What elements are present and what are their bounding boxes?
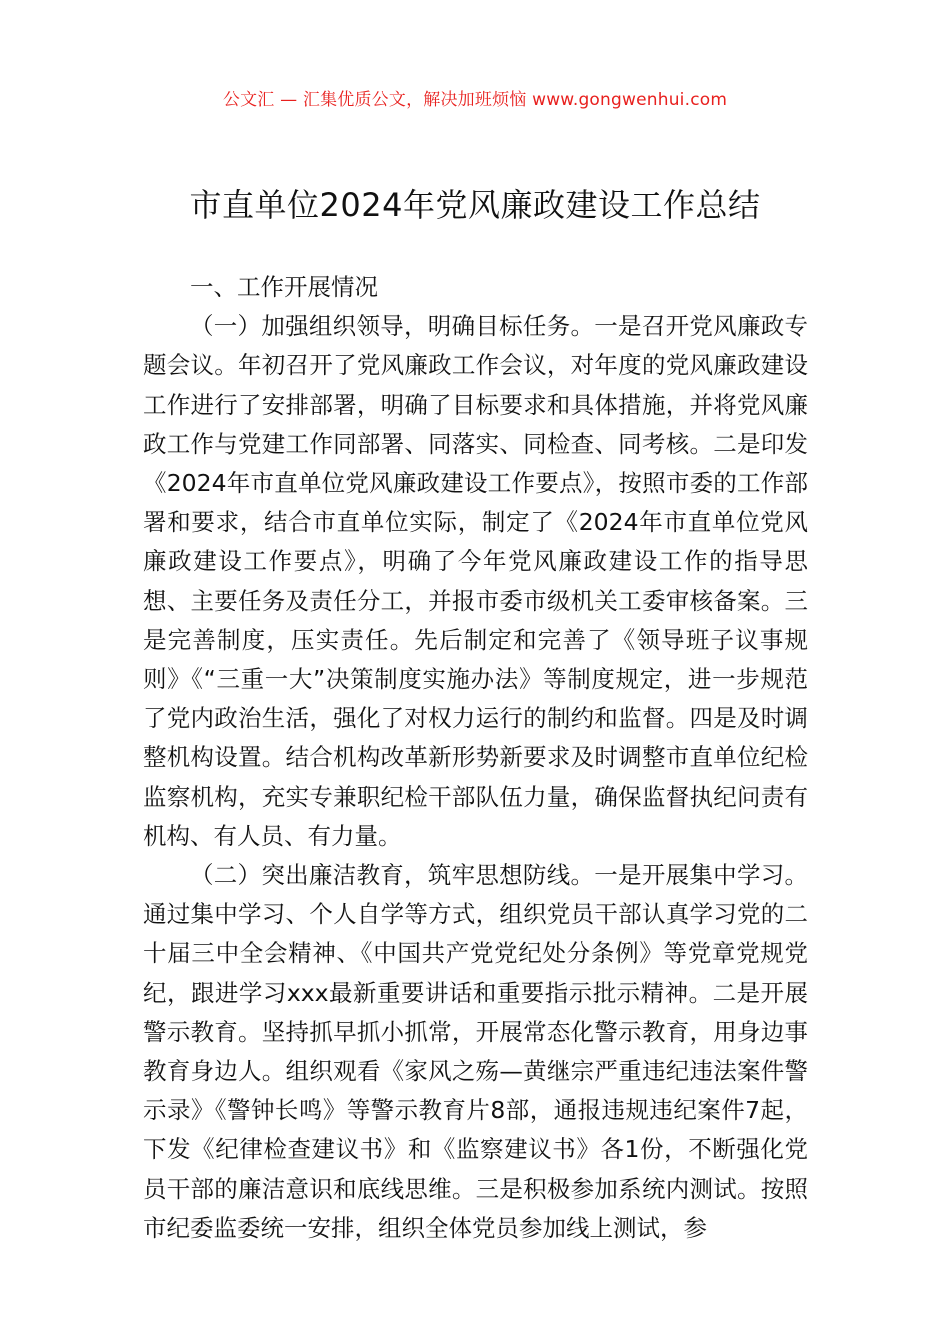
section-heading: 一、工作开展情况 [190, 273, 378, 301]
header-banner: 公文汇 — 汇集优质公文，解决加班烦恼 www.gongwenhui.com [222, 90, 728, 110]
paragraph: （二）突出廉洁教育，筑牢思想防线。一是开展集中学习。通过集中学习、个人自学等方式，组织党员干部认真学习党的二十届三中全会精神、《中国共产党党纪处分条例》等党章党规党纪，跟进学习xxx最新重要讲话和重要指示批示精神。二是开展警示教育。坚持抓早抓小抓常，开展常态化警示教育，用身边事教育身边人。组织观看《家风之殇—黄继宗严重违纪违法案件警示录》《警钟长鸣》等警示教育片8部，通报违规违纪案件7起，下发《纪律检查建议书》和《监察建议书》各1份，不断强化党员干部的廉洁意识和底线思维。三是积极参加系统内测试。按照市纪委监委统一安排，组织全体党员参加线上测试，参 [143, 861, 808, 1242]
paragraph: （一）加强组织领导，明确目标任务。一是召开党风廉政专题会议。年初召开了党风廉政工作会议，对年度的党风廉政建设工作进行了安排部署，明确了目标要求和具体措施，并将党风廉政工作与党建工作同部署、同落实、同检查、同考核。二是印发《2024年市直单位党风廉政建设工作要点》，按照市委的工作部署和要求，结合市直单位实际，制定了《2024年市直单位党风廉政建设工作要点》，明确了今年党风廉政建设工作的指导思想、主要任务及责任分工，并报市委市级机关工委审核备案。三是完善制度，压实责任。先后制定和完善了《领导班子议事规则》《“三重一大”决策制度实施办法》等制度规定，进一步规范了党内政治生活，强化了对权力运行的制约和监督。四是及时调整机构设置。结合机构改革新形势新要求及时调整市直单位纪检监察机构，充实专兼职纪检干部队伍力量，确保监督执纪问责有机构、有人员、有力量。 [143, 312, 808, 850]
document-title: 市直单位2024年党风廉政建设工作总结 [189, 186, 761, 224]
document-body [143, 268, 808, 1248]
